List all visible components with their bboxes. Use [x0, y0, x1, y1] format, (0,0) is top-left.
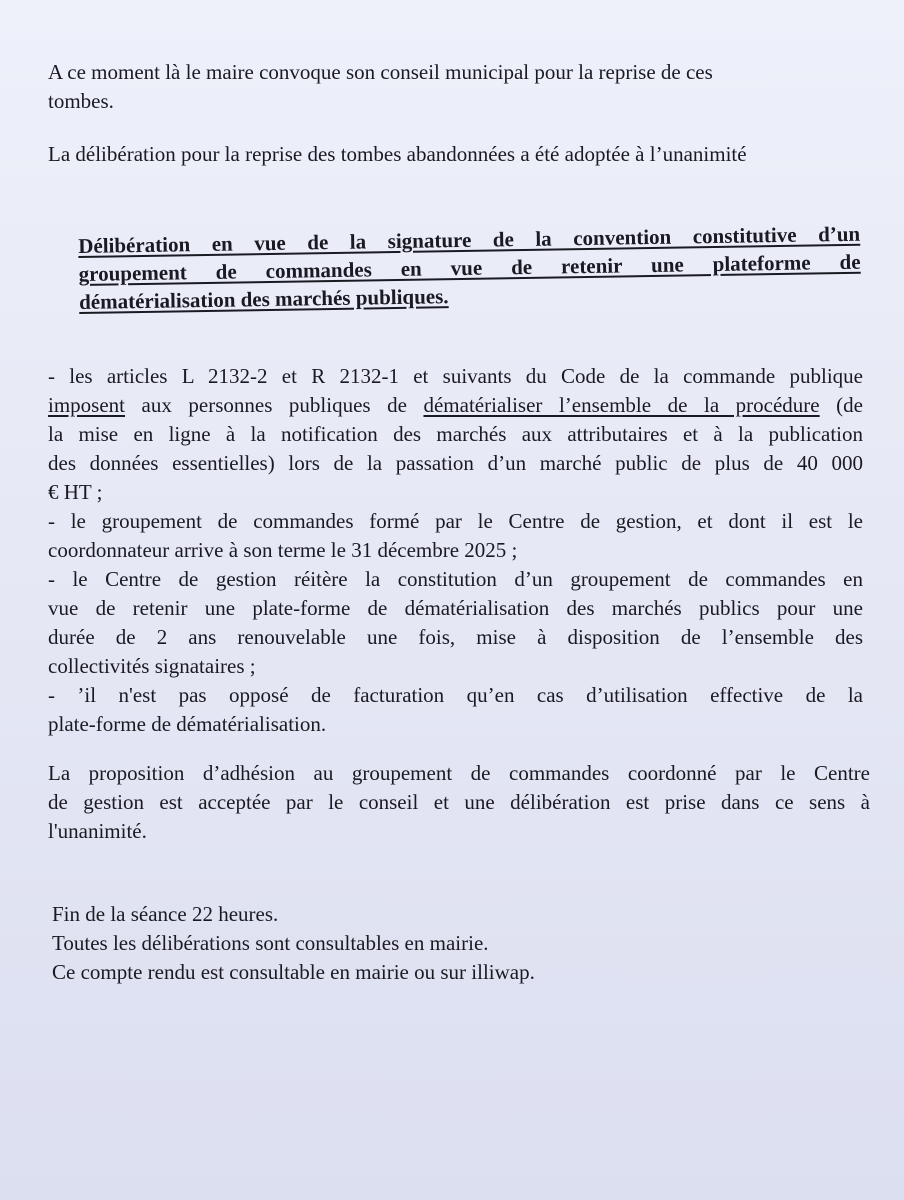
title-line-1: Délibération en vue de la signature de la convention constitutive d’un [78, 221, 861, 258]
closing-line-2: Toutes les délibérations sont consultables en mairie. [52, 931, 489, 955]
bullet-4-line-1: - ’il n'est pas opposé de facturation qu’en cas d’utilisation effective de la [48, 683, 863, 707]
title-line-2: groupement de commandes en vue de retenir une plateforme de [78, 249, 861, 286]
bullet-3-line-1: - le Centre de gestion réitère la constitution d’un groupement de commandes en [48, 567, 863, 591]
bullet-3-line-2: vue de retenir une plate-forme de dématérialisation des marchés publics pour une [48, 596, 863, 620]
bullet-1-line-2-end: (de [819, 393, 863, 417]
bullet-1-line-2 [48, 391, 863, 420]
bullet-2-line-2: coordonnateur arrive à son terme le 31 décembre 2025 ; [48, 538, 518, 562]
proposal-line-3: l'unanimité. [48, 819, 147, 843]
deliberation-title [78, 220, 861, 316]
bullet-1-line-4: des données essentielles) lors de la passation d’un marché public de plus de 40 000 [48, 451, 863, 475]
title-line-3: dématérialisation des marchés publiques. [78, 284, 449, 314]
adoption-line: La délibération pour la reprise des tombes abandonnées a été adoptée à l’unanimité [48, 142, 747, 166]
proposal-line-1: La proposition d’adhésion au groupement de commandes coordonné par le Centre [48, 761, 870, 785]
bullet-3-line-4: collectivités signataires ; [48, 654, 256, 678]
bullet-1-line-5: € HT ; [48, 480, 103, 504]
proposal-line-2: de gestion est acceptée par le conseil et une délibération est prise dans ce sens à [48, 790, 870, 814]
bullet-1-line-2-mid: aux personnes publiques de [125, 393, 424, 417]
closing-line-1: Fin de la séance 22 heures. [52, 902, 279, 926]
intro-line-2: tombes. [48, 89, 114, 113]
bullet-2-line-1: - le groupement de commandes formé par le Centre de gestion, et dont il est le [48, 509, 863, 533]
underlined-imposent: imposent [48, 393, 125, 417]
intro-paragraph [48, 58, 828, 116]
intro-line-1: A ce moment là le maire convoque son conseil municipal pour la reprise de ces [48, 60, 713, 84]
bullet-1-line-3: la mise en ligne à la notification des marchés aux attributaires et à la publication [48, 422, 863, 446]
underlined-dematerialiser: dématérialiser l’ensemble de la procédure [423, 393, 820, 417]
bullet-1-line-1: - les articles L 2132-2 et R 2132-1 et suivants du Code de la commande publique [48, 364, 863, 388]
deliberation-body [48, 362, 863, 739]
closing-line-3: Ce compte rendu est consultable en mairie ou sur illiwap. [52, 960, 535, 984]
closing-block [52, 900, 812, 987]
bullet-4-line-2: plate-forme de dématérialisation. [48, 712, 327, 736]
adoption-statement [48, 140, 868, 169]
proposal-paragraph [48, 759, 870, 846]
bullet-3-line-3: durée de 2 ans renouvelable une fois, mise à disposition de l’ensemble des [48, 625, 863, 649]
